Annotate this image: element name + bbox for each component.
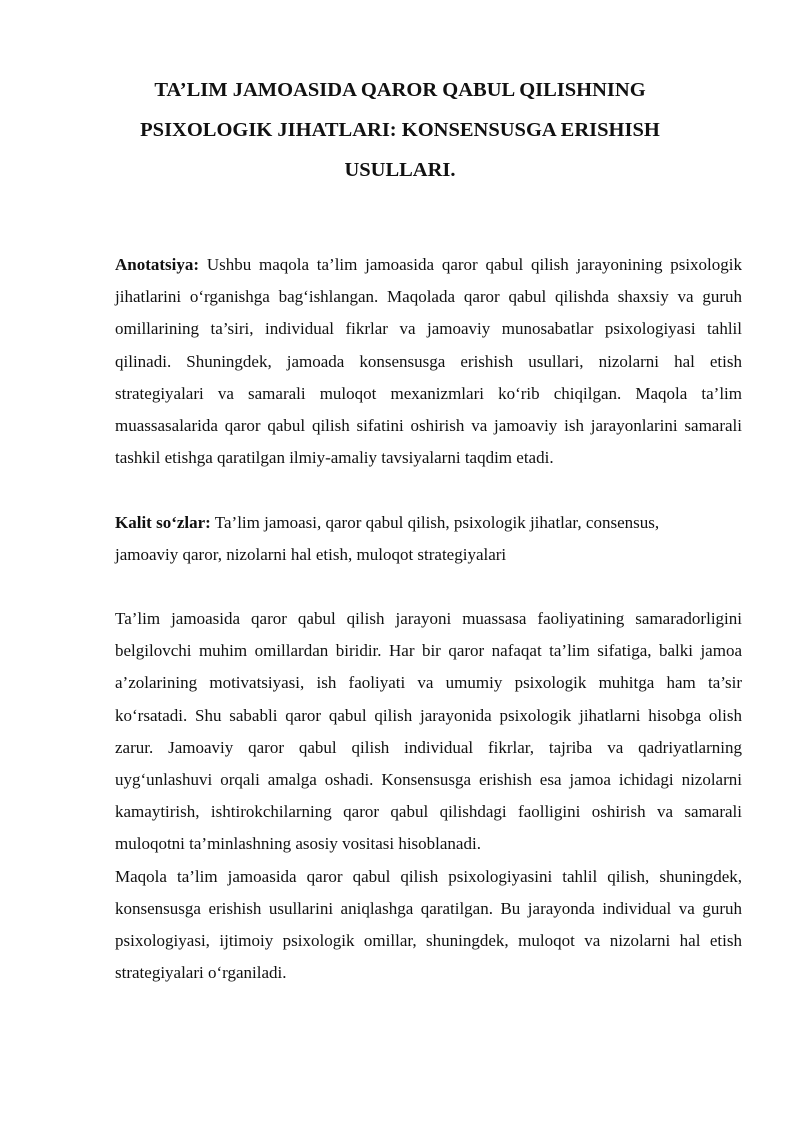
keywords-line-1: Ta’lim jamoasi, qaror qabul qilish, psixologik jihatlar, consensus, <box>214 513 660 532</box>
body-paragraph-1: Ta’lim jamoasida qaror qabul qilish jarayoni muassasa faoliyatining samaradorligini belgilovchi muhim omillardan biridir. Har bir qaror nafaqat ta’lim sifatiga, balki jamoa a’zolarining motivatsiyasi, ish faoliyati va umumiy psixologik muhitga ham ta’sir ko‘rsatadi. Shu sababli qaror qabul qilish jarayonida psixologik jihatlarni hisobga olish zarur. Jamoaviy qaror qabul qilish individual fikrlar, tajriba va qadriyatlarning uyg‘unlashuvi orqali amalga oshadi. Konsensusga erishish esa jamoa ichidagi nizolarni kamaytirish, ishtirokchilarning qaror qabul qilishdagi faolligini oshirish va samarali muloqotni ta’minlashning asosiy vositasi hisoblanadi. <box>115 609 742 854</box>
keywords-label: Kalit so‘zlar: <box>115 513 211 532</box>
abstract-label: Anotatsiya: <box>115 255 200 274</box>
title-line-2: PSIXOLOGIK JIHATLARI: KONSENSUSGA ERISHISH <box>140 119 660 141</box>
title-line-1: TA’LIM JAMOASIDA QAROR QABUL QILISHNING <box>154 79 646 101</box>
body-section <box>115 603 742 989</box>
abstract-section <box>115 249 742 474</box>
keywords-paragraph <box>115 507 742 571</box>
keywords-line-2: jamoaviy qaror, nizolarni hal etish, muloqot strategiyalari <box>115 545 507 565</box>
abstract-paragraph <box>115 249 742 474</box>
article-title <box>100 70 700 190</box>
abstract-text: Ushbu maqola ta’lim jamoasida qaror qabul qilish jarayonining psixologik jihatlarini o‘rganishga bag‘ishlangan. Maqolada qaror qabul qilishda shaxsiy va guruh omillarining ta’siri, individual fikrlar va jamoaviy munosabatlar psixologiyasi tahlil qilinadi. Shuningdek, jamoada konsensusga erishish usullari, nizolarni hal etish strategiyalari va samarali muloqot mexanizmlari ko‘rib chiqilgan. Maqola ta’lim muassasalarida qaror qabul qilish sifatini oshirish va jamoaviy ish jarayonlarini samarali tashkil etishga qaratilgan ilmiy-amaliy tavsiyalarni taqdim etadi. <box>115 255 743 468</box>
title-line-3: USULLARI. <box>344 159 456 181</box>
keywords-section <box>115 507 742 571</box>
body-paragraph-2: Maqola ta’lim jamoasida qaror qabul qilish psixologiyasini tahlil qilish, shuningdek, konsensusga erishish usullarini aniqlashga qaratilgan. Bu jarayonda individual va guruh psixologiyasi, ijtimoiy psixologik omillar, shuningdek, muloqot va nizolarni hal etish strategiyalari o‘rganiladi. <box>115 866 742 983</box>
